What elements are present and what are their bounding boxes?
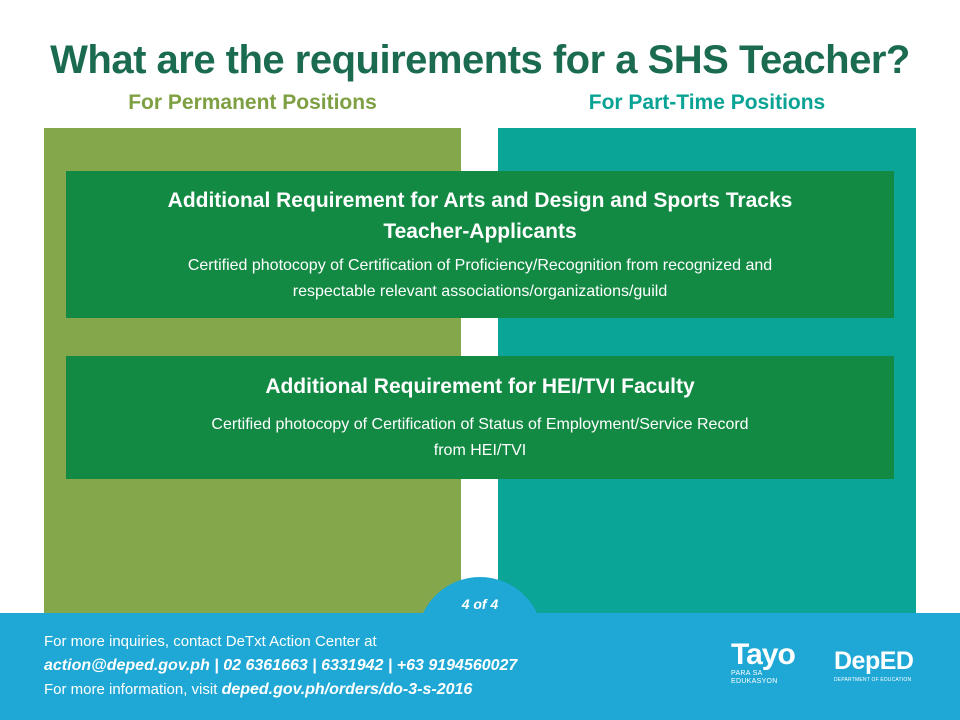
- requirement-text-line: Certified photocopy of Certification of Status of Employment/Service Record: [211, 416, 749, 433]
- requirement-text-line: respectable relevant associations/organizations/guild: [292, 283, 668, 300]
- requirement-text-line: Certified photocopy of Certification of Proficiency/Recognition from recognized and: [187, 257, 773, 274]
- tayo-logo-wordmark: Tayo: [731, 638, 795, 671]
- page-indicator: 4 of 4: [417, 577, 543, 649]
- deped-logo: [834, 646, 924, 696]
- requirement-text-line: from HEI/TVI: [433, 442, 527, 459]
- arts-sports-requirement-box: [66, 171, 894, 318]
- footer-orders-link[interactable]: deped.gov.ph/orders/do-3-s-2016: [221, 681, 473, 698]
- requirement-text: [96, 412, 864, 464]
- requirement-title-line: Teacher-Applicants: [383, 220, 577, 243]
- requirement-title: [96, 371, 864, 402]
- deped-logo-wordmark: DepED: [834, 647, 914, 675]
- part-time-positions-heading: For Part-Time Positions: [588, 91, 826, 114]
- tayo-logo-tagline: PARA SA EDUKASYON: [731, 670, 778, 685]
- footer-info-line: [44, 678, 517, 702]
- permanent-positions-heading: For Permanent Positions: [128, 91, 377, 114]
- footer-inquiries-line: For more inquiries, contact DeTxt Action Center at: [44, 633, 377, 650]
- tayo-logo: [731, 640, 807, 702]
- requirement-title-line: Additional Requirement for Arts and Design and Sports Tracks: [167, 189, 793, 212]
- hei-tvi-requirement-box: [66, 356, 894, 479]
- page-title: What are the requirements for a SHS Teacher?: [50, 38, 910, 82]
- deped-logo-tagline: DEPARTMENT OF EDUCATION: [834, 677, 912, 683]
- footer-contact-line: action@deped.gov.ph | 02 6361663 | 6331942 | +63 9194560027: [44, 657, 518, 674]
- footer-contact-info: [44, 630, 517, 702]
- requirement-text: [96, 253, 864, 305]
- requirement-title: [96, 185, 864, 247]
- requirement-title-line: Additional Requirement for HEI/TVI Faculty: [265, 375, 695, 398]
- footer-info-prefix: For more information, visit: [44, 681, 218, 698]
